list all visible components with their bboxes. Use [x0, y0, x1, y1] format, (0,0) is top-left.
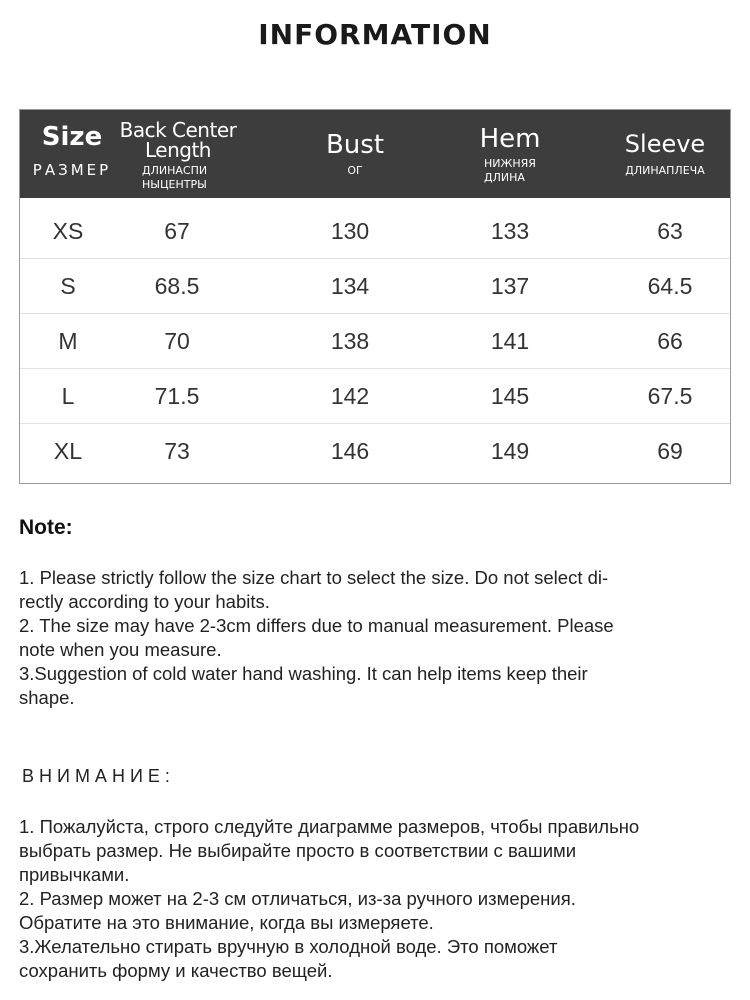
cell-back-center-length: 73: [164, 438, 190, 464]
table-row: [20, 424, 730, 478]
cell-size: XL: [53, 438, 83, 464]
header-back-en-line2: Length: [145, 138, 211, 162]
cell-sleeve: 64.5: [647, 273, 693, 299]
table-header: [20, 110, 730, 198]
cell-hem: 133: [490, 218, 530, 244]
cell-hem: 149: [490, 438, 530, 464]
cell-bust: 138: [330, 328, 370, 354]
cell-hem: 137: [490, 273, 530, 299]
header-size-ru: РАЗМЕР: [32, 161, 112, 179]
note-line: 1. Please strictly follow the size chart to select the size. Do not select di-: [19, 567, 609, 588]
header-back-center-length: [116, 110, 240, 198]
header-hem: [430, 110, 590, 198]
page-title: INFORMATION: [258, 18, 492, 51]
header-back-en-line1: Back Center: [119, 118, 237, 142]
note-heading: Note:: [19, 516, 73, 539]
header-sleeve-ru: ДЛИНАПЛЕЧА: [625, 164, 705, 177]
warning-line: 1. Пожалуйста, строго следуйте диаграмме размеров, чтобы правильно: [19, 816, 640, 837]
cell-sleeve: 63: [657, 218, 683, 244]
cell-size: XS: [52, 218, 84, 244]
table-row: [20, 259, 730, 314]
cell-back-center-length: 67: [164, 218, 190, 244]
cell-sleeve: 67.5: [647, 383, 693, 409]
header-hem-ru-line2: ДЛИНА: [484, 171, 525, 184]
header-back-ru-line1: ДЛИНАСПИ: [142, 164, 208, 177]
cell-sleeve: 69: [657, 438, 683, 464]
cell-size: L: [61, 383, 75, 409]
table-body: [20, 204, 730, 478]
header-size: [20, 110, 124, 198]
cell-back-center-length: 68.5: [154, 273, 200, 299]
header-hem-en: Hem: [479, 124, 541, 154]
warning-line: сохранить форму и качество вещей.: [19, 960, 333, 981]
table-row: [20, 204, 730, 259]
header-bust-ru: ОГ: [347, 164, 363, 177]
note-line: 2. The size may have 2-3cm differs due to manual measurement. Please: [19, 615, 614, 636]
cell-sleeve: 66: [657, 328, 683, 354]
header-bust-en: Bust: [325, 130, 385, 160]
note-line: rectly according to your habits.: [19, 591, 270, 612]
header-sleeve: [585, 110, 745, 198]
header-bust: [275, 110, 435, 198]
cell-size: S: [60, 273, 76, 299]
warning-line: Обратите на это внимание, когда вы измеряете.: [19, 912, 434, 933]
warning-text: [19, 815, 724, 983]
cell-hem: 141: [490, 328, 530, 354]
note-line: note when you measure.: [19, 639, 222, 660]
cell-back-center-length: 71.5: [154, 383, 200, 409]
cell-bust: 134: [330, 273, 370, 299]
size-chart-table: [19, 109, 731, 484]
warning-line: привычками.: [19, 864, 130, 885]
cell-hem: 145: [490, 383, 530, 409]
header-hem-ru-line1: НИЖНЯЯ: [484, 157, 536, 170]
cell-back-center-length: 70: [164, 328, 190, 354]
header-back-ru-line2: НЫЦЕНТРЫ: [142, 178, 207, 191]
note-text: [19, 566, 724, 710]
cell-bust: 130: [330, 218, 370, 244]
header-size-en: Size: [41, 122, 103, 152]
note-line: 3.Suggestion of cold water hand washing. It can help items keep their: [19, 663, 588, 684]
note-line: shape.: [19, 687, 75, 708]
warning-heading: ВНИМАНИЕ:: [22, 766, 175, 786]
table-row: [20, 369, 730, 424]
cell-bust: 142: [330, 383, 370, 409]
table-row: [20, 314, 730, 369]
warning-line: 2. Размер может на 2-3 см отличаться, из-за ручного измерения.: [19, 888, 576, 909]
cell-size: M: [58, 328, 78, 354]
cell-bust: 146: [330, 438, 370, 464]
header-sleeve-en: Sleeve: [624, 130, 706, 158]
warning-line: 3.Желательно стирать вручную в холодной воде. Это поможет: [19, 936, 558, 957]
warning-line: выбрать размер. Не выбирайте просто в соответствии с вашими: [19, 840, 577, 861]
